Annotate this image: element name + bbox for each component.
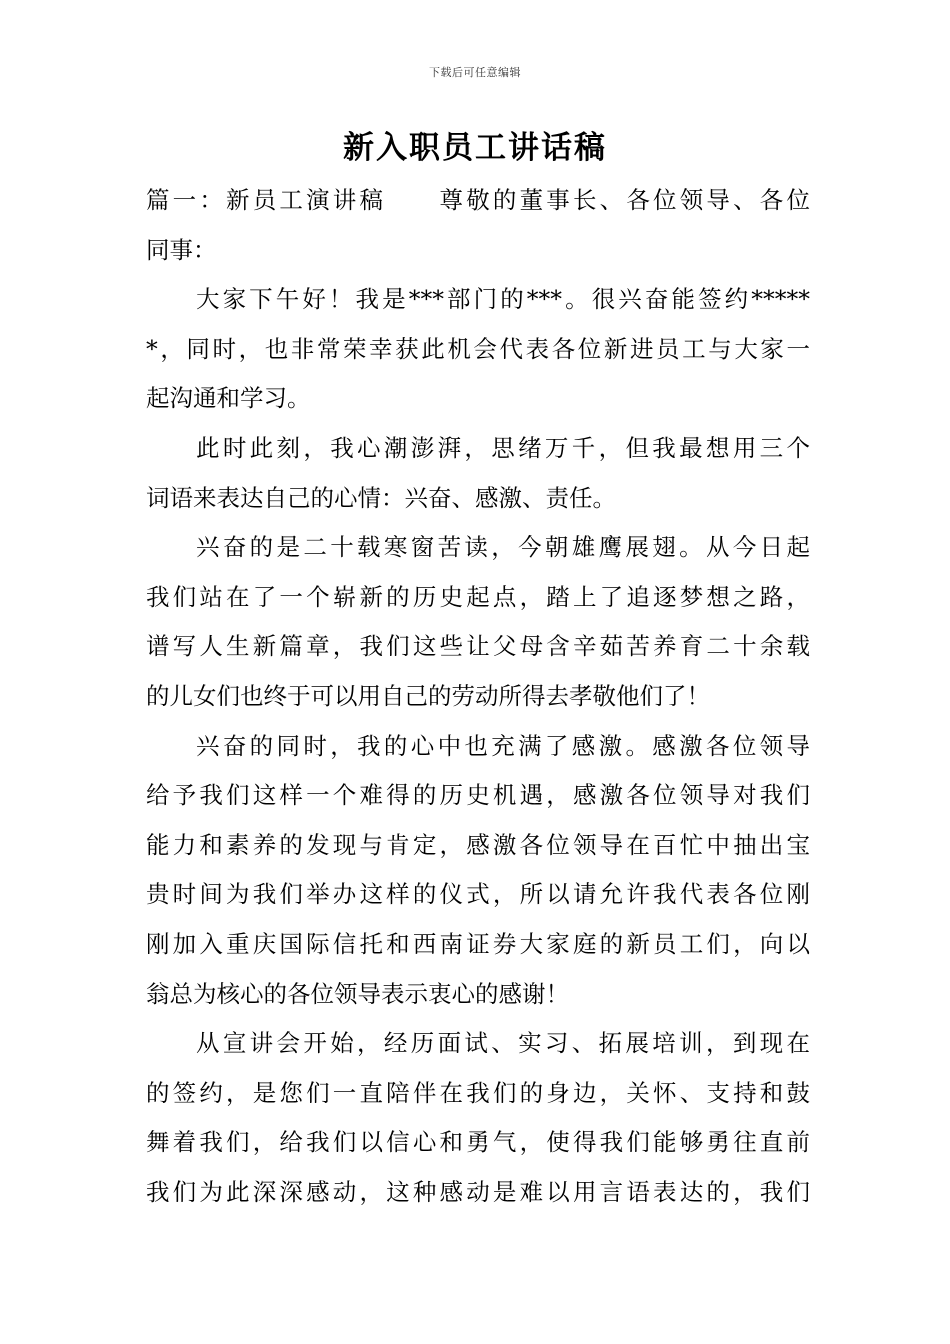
paragraph [146, 724, 810, 1022]
text-line: 能力和素养的发现与肯定，感激各位领导在百忙中抽出宝 [146, 830, 810, 859]
page-header-note: 下载后可任意编辑 [429, 66, 521, 79]
text-line: 翁总为核心的各位领导表示衷心的感谢！ [146, 979, 569, 1008]
text-line: 起沟通和学习。 [146, 384, 311, 413]
text-line: 谱写人生新篇章，我们这些让父母含辛茹苦养育二十余载 [146, 632, 810, 661]
document-body [146, 178, 810, 1219]
text-line: 篇一：新员工演讲稿 尊敬的董事长、各位领导、各位 [146, 186, 810, 214]
paragraph [146, 426, 810, 525]
text-line: 舞着我们，给我们以信心和勇气，使得我们能够勇往直前 [146, 1128, 810, 1157]
text-line: 的儿女们也终于可以用自己的劳动所得去孝敬他们了！ [146, 681, 710, 710]
text-line: 同事： [146, 235, 217, 264]
paragraph [146, 277, 810, 426]
document-title: 新入职员工讲话稿 [343, 130, 607, 166]
text-line: 从宣讲会开始，经历面试、实习、拓展培训，到现在 [196, 1029, 810, 1058]
text-line: 贵时间为我们举办这样的仪式，所以请允许我代表各位刚 [146, 880, 810, 909]
text-line: 我们为此深深感动，这种感动是难以用言语表达的，我们 [146, 1177, 810, 1206]
text-line: 给予我们这样一个难得的历史机遇，感激各位领导对我们 [146, 781, 810, 810]
text-line: 此时此刻，我心潮澎湃，思绪万千，但我最想用三个 [196, 433, 810, 462]
paragraph [146, 178, 810, 277]
text-line: *，同时，也非常荣幸获此机会代表各位新进员工与大家一 [146, 334, 810, 363]
text-line: 大家下午好！我是***部门的***。很兴奋能签约***** [196, 285, 810, 314]
text-line: 兴奋的是二十载寒窗苦读，今朝雄鹰展翅。从今日起 [196, 533, 810, 562]
text-line: 我们站在了一个崭新的历史起点，踏上了追逐梦想之路， [146, 582, 810, 611]
text-line: 的签约，是您们一直陪伴在我们的身边，关怀、支持和鼓 [146, 1078, 810, 1107]
paragraph [146, 525, 810, 723]
text-line: 兴奋的同时，我的心中也充满了感激。感激各位领导 [196, 731, 810, 760]
paragraph [146, 1021, 810, 1219]
text-line: 词语来表达自己的心情：兴奋、感激、责任。 [146, 483, 616, 512]
text-line: 刚加入重庆国际信托和西南证券大家庭的新员工们，向以 [146, 929, 810, 958]
